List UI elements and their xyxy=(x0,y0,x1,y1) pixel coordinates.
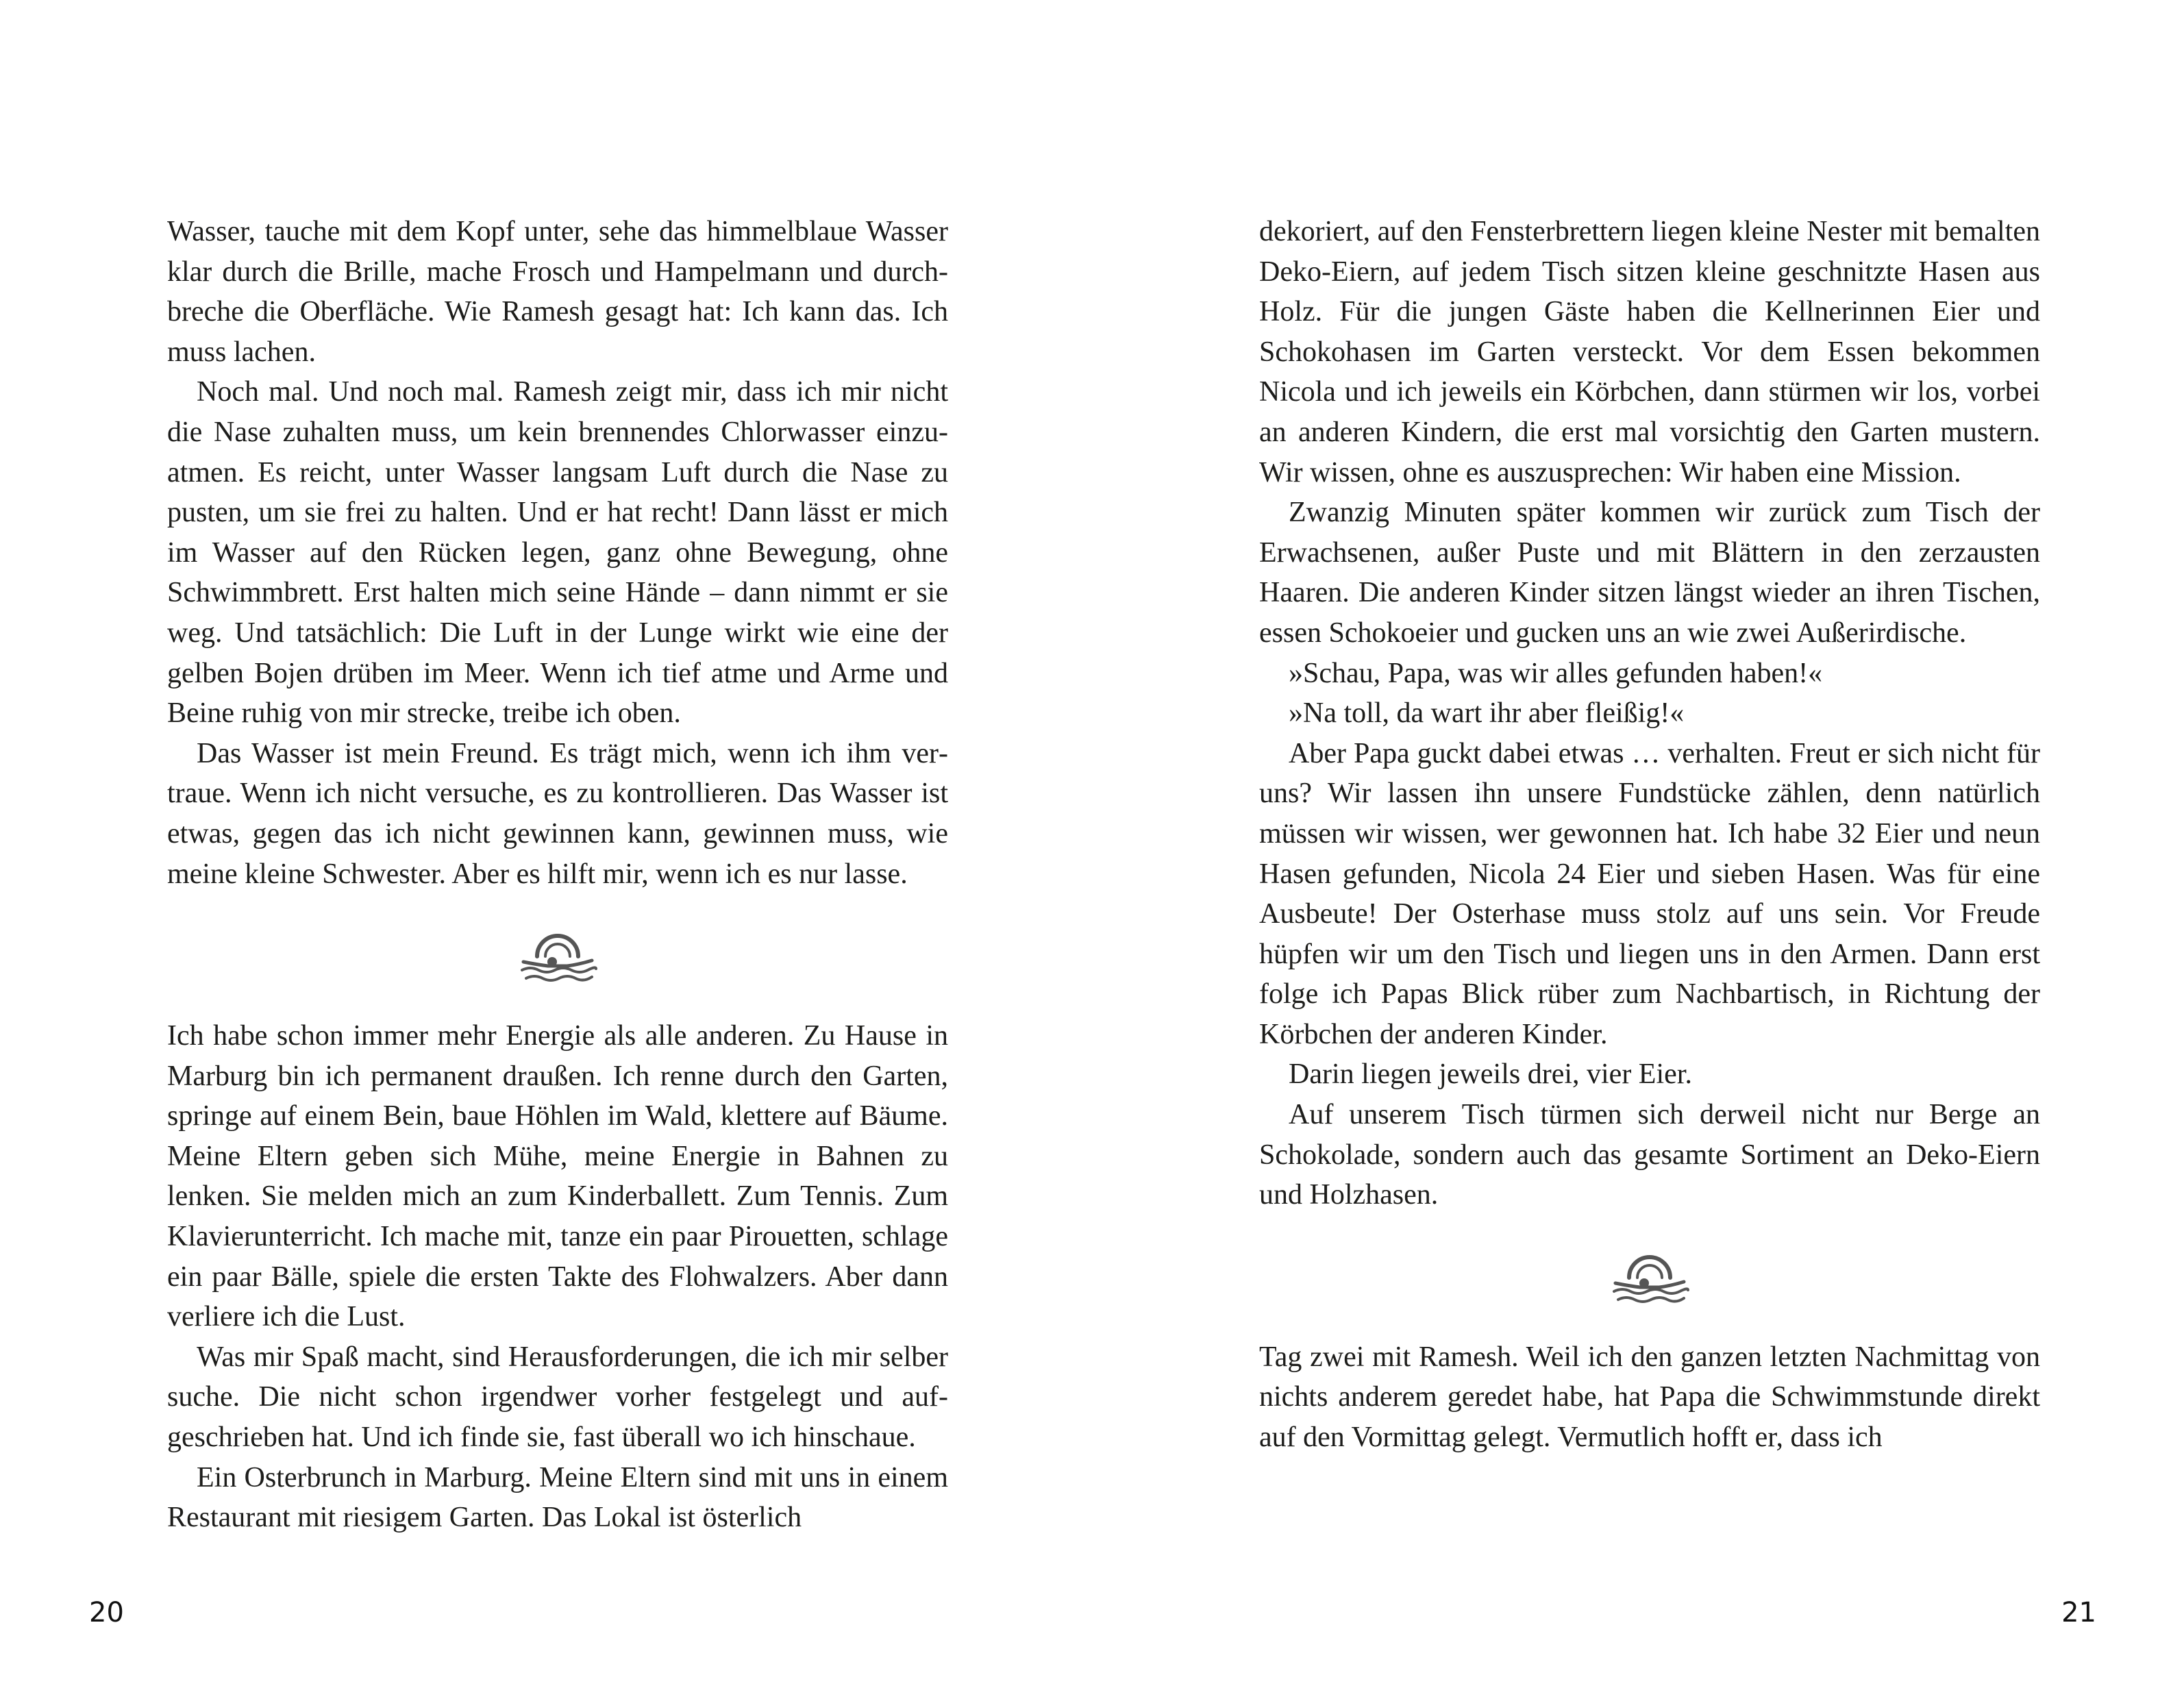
paragraph: Aber Papa guckt dabei etwas … verhalten. Freut er sich nicht für uns? Wir lassen ihn unsere Fundstücke zählen, denn natürlich müssen wir wissen, wer gewonnen hat. Ich habe 32 Eier und neun Hasen gefunden, Nicola 24 Eier und sieben Hasen. Was für eine Ausbeute! Der Osterhase muss stolz auf uns sein. Vor Freude hüpfen wir um den Tisch und liegen uns in den Armen. Dann erst folge ich Papas Blick rüber zum Nachbartisch, in Richtung der Körbchen der anderen Kinder. xyxy=(1259,737,2040,1050)
left-text-column xyxy=(167,212,948,1538)
right-text-column xyxy=(1259,212,2040,1458)
paragraph: Noch mal. Und noch mal. Ramesh zeigt mir, dass ich mir nicht die Nase zuhalten muss, um kein brennendes Chlorwasser einzuatmen. Es reicht, unter Wasser langsam Luft durch die Nase zu pusten, um sie frei zu halten. Und er hat recht! Dann lässt er mich im Wasser auf den Rücken legen, ganz ohne Bewegung, ohne Schwimmbrett. Erst halten mich seine Hände – dann nimmt er sie weg. Und tatsächlich: Die Luft in der Lunge wirkt wie eine der gelben Bojen drüben im Meer. Wenn ich tief atme und Arme und Beine ruhig von mir strecke, treibe ich oben. xyxy=(167,376,948,730)
paragraph: »Na toll, da wart ihr aber fleißig!« xyxy=(1289,697,1685,730)
right-page xyxy=(1092,0,2184,1699)
paragraph: Ein Osterbrunch in Marburg. Meine Eltern sind mit uns in einem Restaurant mit riesigem Garten. Das Lokal ist österlich xyxy=(167,1461,948,1534)
paragraph: dekoriert, auf den Fensterbrettern liegen kleine Nester mit bemalten Deko-Eiern, auf jedem Tisch sitzen kleine geschnitzte Hasen aus Holz. Für die jungen Gäste haben die Kellnerinnen Eier und Schokohasen im Garten versteckt. Vor dem Essen bekommen Nicola und ich jeweils ein Körbchen, dann stürmen wir los, vorbei an anderen Kindern, die erst mal vorsichtig den Garten mustern. Wir wissen, ohne es auszusprechen: Wir haben eine Mission. xyxy=(1259,216,2040,488)
swimmer-wave-icon xyxy=(510,917,606,992)
swimmer-wave-icon xyxy=(1602,1238,1698,1313)
paragraph: Wasser, tauche mit dem Kopf unter, sehe das himmelblaue Wasser klar durch die Brille, mache Frosch und Hampelmann und durchbreche die Oberfläche. Wie Ramesh gesagt hat: Ich kann das. Ich muss lachen. xyxy=(167,216,948,368)
page-number: 20 xyxy=(89,1597,124,1628)
paragraph: Zwanzig Minuten später kommen wir zurück zum Tisch der Erwachsenen, außer Puste und mit Blättern in den zerzausten Haaren. Die anderen Kinder sitzen längst wieder an ihren Tischen, essen Schokoeier und gucken uns an wie zwei Außerirdische. xyxy=(1259,497,2040,649)
paragraph: Was mir Spaß macht, sind Herausforderungen, die ich mir selber suche. Die nicht schon irgendwer vorher festgelegt und aufgeschrieben hat. Und ich finde sie, fast überall wo ich hinschaue. xyxy=(167,1341,948,1454)
paragraph: Tag zwei mit Ramesh. Weil ich den ganzen letzten Nachmittag von nichts anderem geredet habe, hat Papa die Schwimmstunde direkt auf den Vormittag gelegt. Vermutlich hofft er, dass ich xyxy=(1259,1341,2040,1454)
paragraph: »Schau, Papa, was wir alles gefunden haben!« xyxy=(1289,657,1823,689)
paragraph: Ich habe schon immer mehr Energie als alle anderen. Zu Hause in Marburg bin ich permanent draußen. Ich renne durch den Garten, springe auf einem Bein, baue Höhlen im Wald, klettere auf Bäume. Meine Eltern geben sich Mühe, meine Energie in Bahnen zu lenken. Sie melden mich an zum Kinderballett. Zum Tennis. Zum Klavierunterricht. Ich mache mit, tanze ein paar Pirouetten, schlage ein paar Bälle, spiele die ersten Takte des Flohwalzers. Aber dann verliere ich die Lust. xyxy=(167,1020,948,1333)
paragraph: Das Wasser ist mein Freund. Es trägt mich, wenn ich ihm vertraue. Wenn ich nicht versuche, es zu kontrollieren. Das Wasser ist etwas, gegen das ich nicht gewinnen kann, gewinnen muss, wie meine kleine Schwester. Aber es hilft mir, wenn ich es nur lasse. xyxy=(167,737,948,890)
page-number: 21 xyxy=(2061,1597,2096,1628)
paragraph: Darin liegen jeweils drei, vier Eier. xyxy=(1289,1058,1692,1091)
paragraph: Auf unserem Tisch türmen sich derweil nicht nur Berge an Schokolade, sondern auch das gesamte Sortiment an Deko-Eiern und Holzhasen. xyxy=(1259,1099,2040,1211)
